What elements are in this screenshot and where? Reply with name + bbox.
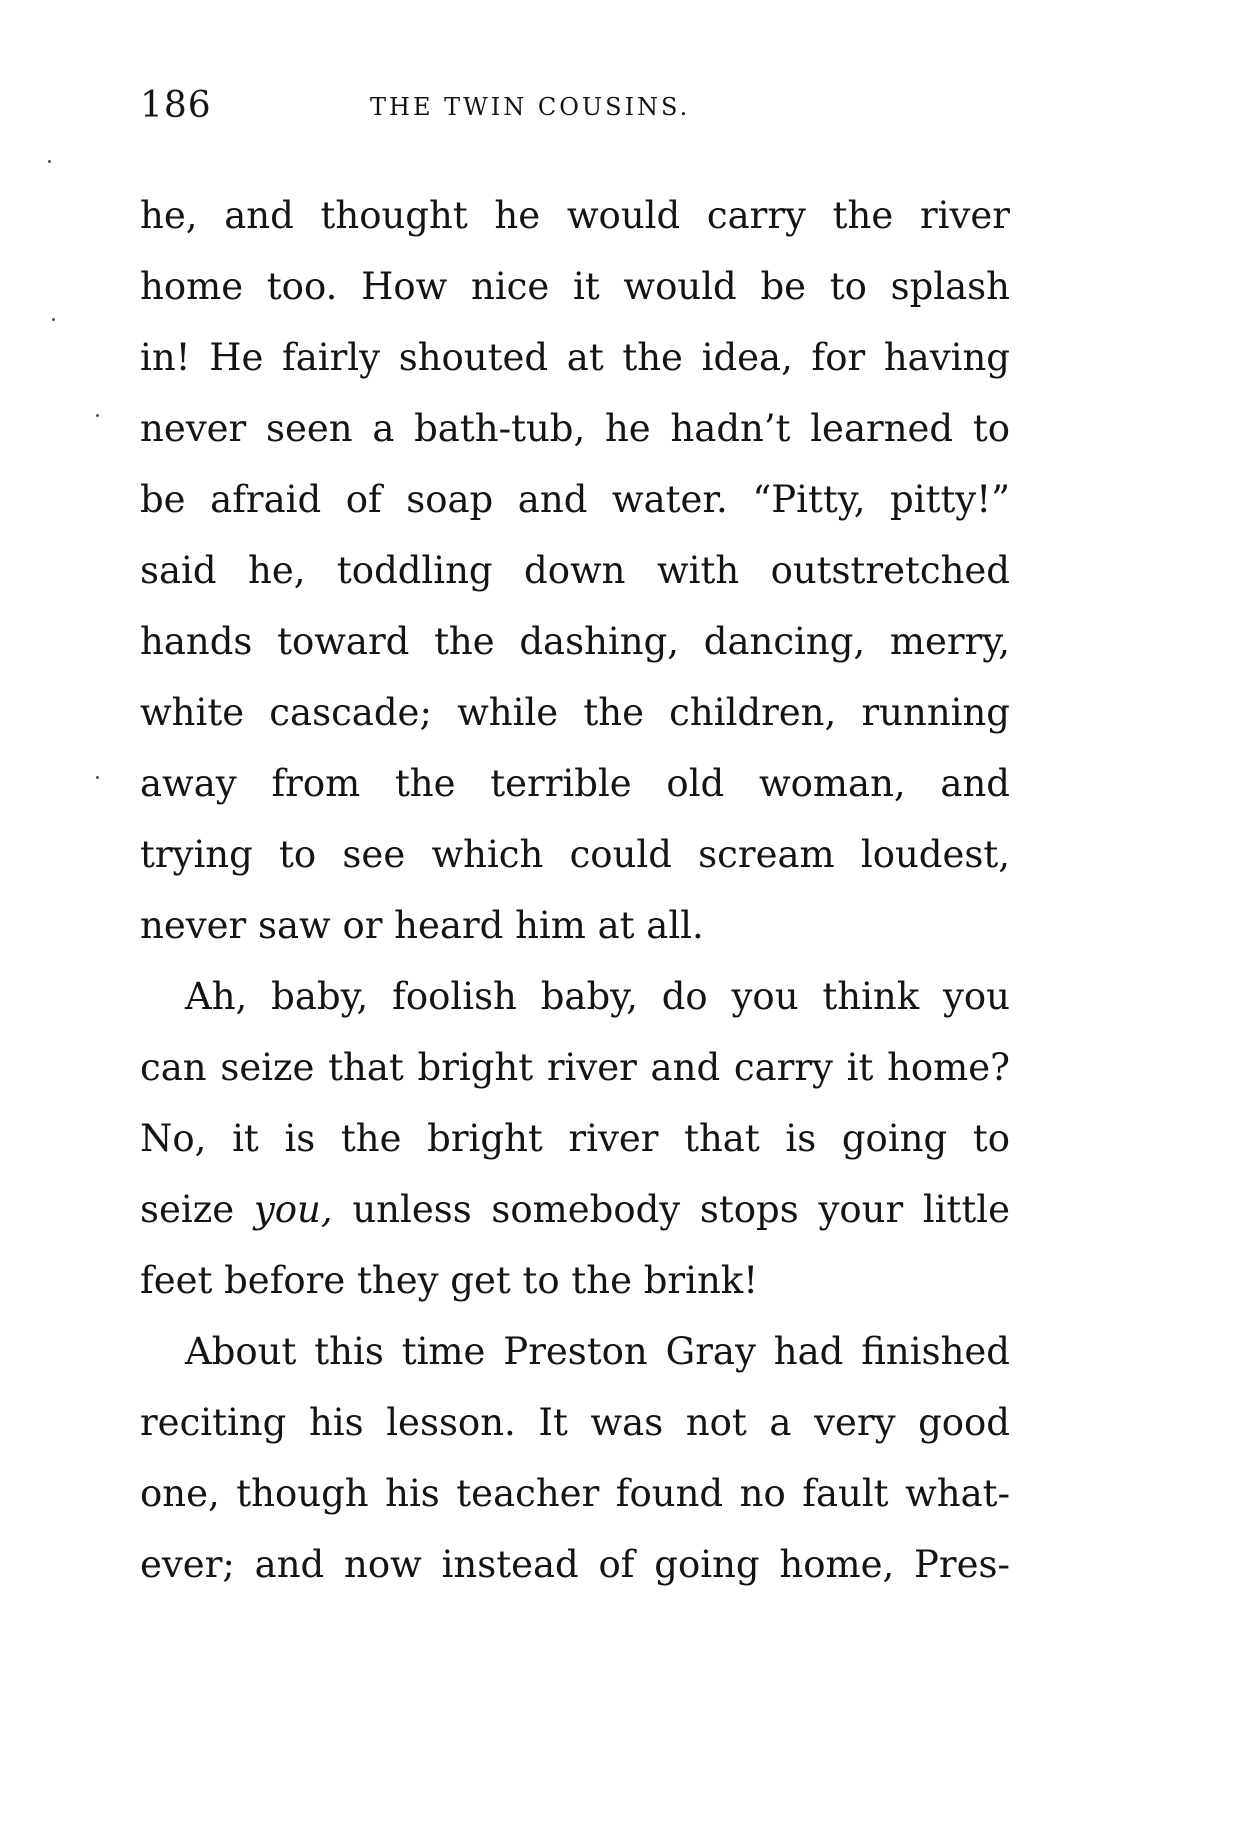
text-segment: unless somebody stops your little: [332, 1188, 1010, 1231]
text-line: he, and thought he would carry the river: [140, 194, 1010, 237]
text-line: No, it is the bright river that is going to: [140, 1117, 1010, 1160]
text-line: never seen a bath-tub, he hadn’t learned to: [140, 407, 1010, 450]
margin-speck: [96, 776, 99, 779]
text-line: in! He fairly shouted at the idea, for having: [140, 336, 1010, 379]
text-line: ever; and now instead of going home, Pres-: [140, 1543, 1010, 1586]
page-number: 186: [140, 85, 212, 126]
body-text: [140, 180, 1010, 1600]
text-line: can seize that bright river and carry it home?: [140, 1046, 1010, 1089]
page-header: [140, 85, 1040, 135]
text-line: be afraid of soap and water. “Pitty, pitty!”: [140, 478, 1010, 521]
text-segment: seize: [140, 1188, 254, 1231]
text-line: one, though his teacher found no fault what-: [140, 1472, 1010, 1515]
text-line: trying to see which could scream loudest,: [140, 833, 1010, 876]
italic-word: you,: [253, 1188, 333, 1231]
text-line: hands toward the dashing, dancing, merry,: [140, 620, 1010, 663]
text-line: home too. How nice it would be to splash: [140, 265, 1010, 308]
text-line: white cascade; while the children, running: [140, 691, 1010, 734]
text-line: feet before they get to the brink!: [140, 1259, 759, 1302]
text-line: reciting his lesson. It was not a very good: [140, 1401, 1010, 1444]
text-line: About this time Preston Gray had finished: [185, 1330, 1010, 1373]
text-line: Ah, baby, foolish baby, do you think you: [185, 975, 1010, 1018]
text-line-with-italic: [140, 1174, 1010, 1245]
text-line: never saw or heard him at all.: [140, 904, 704, 947]
text-line: said he, toddling down with outstretched: [140, 549, 1010, 592]
margin-speck: [48, 160, 51, 163]
margin-speck: [96, 414, 99, 417]
margin-speck: [52, 318, 55, 321]
running-title: THE TWIN COUSINS.: [370, 93, 691, 121]
text-line: away from the terrible old woman, and: [140, 762, 1010, 805]
